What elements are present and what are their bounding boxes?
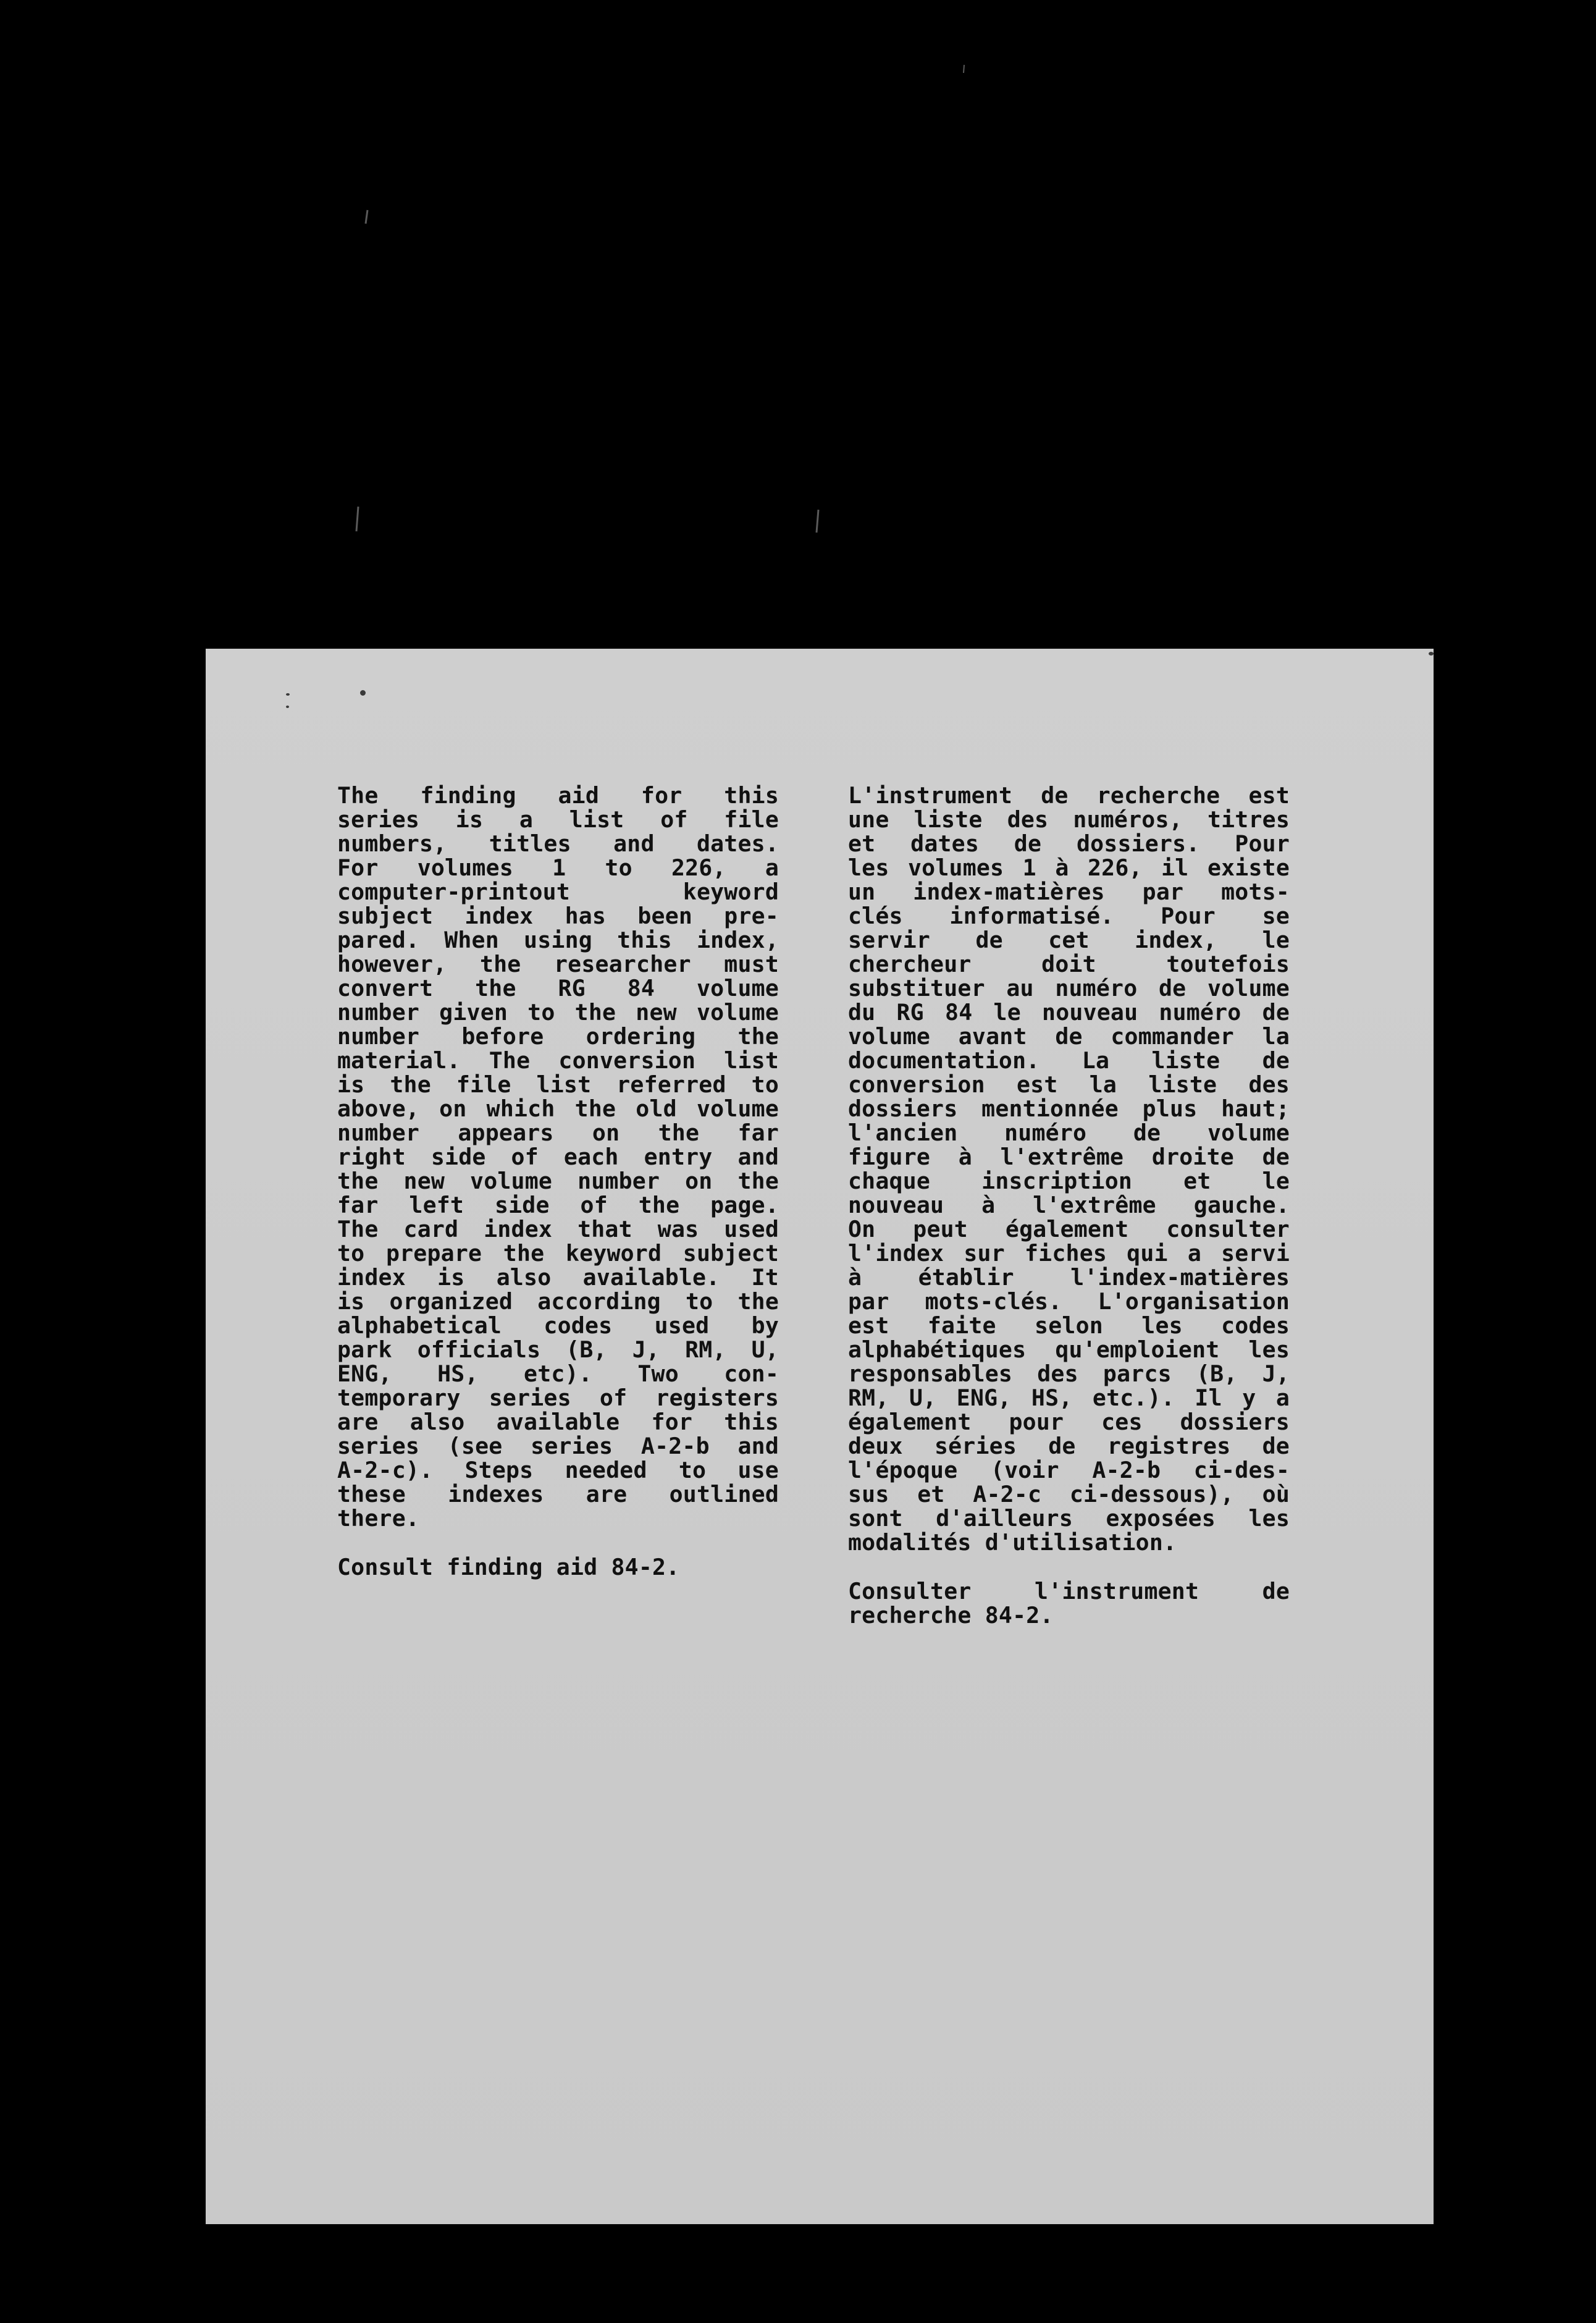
text-line: à établir l'index-matières bbox=[848, 1264, 1290, 1291]
text-line: également pour ces dossiers bbox=[848, 1409, 1290, 1435]
text-line: sont d'ailleurs exposées les bbox=[848, 1505, 1290, 1532]
french-paragraph bbox=[848, 783, 1290, 1554]
text-line: les volumes 1 à 226, il existe bbox=[848, 854, 1290, 881]
text-line: recherche 84-2. bbox=[848, 1602, 1054, 1629]
text-line: chaque inscription et le bbox=[848, 1168, 1290, 1194]
text-line: un index-matières par mots- bbox=[848, 879, 1290, 905]
text-line: servir de cet index, le bbox=[848, 927, 1290, 953]
text-line: are also available for this bbox=[337, 1409, 779, 1435]
paper-speck bbox=[286, 706, 289, 708]
text-line: sus et A-2-c ci-dessous), où bbox=[848, 1481, 1290, 1507]
text-line: A-2-c). Steps needed to use bbox=[337, 1457, 779, 1483]
text-line: une liste des numéros, titres bbox=[848, 806, 1290, 833]
text-line: et dates de dossiers. Pour bbox=[848, 830, 1290, 857]
text-line: is the file list referred to bbox=[337, 1071, 779, 1098]
text-line: series (see series A-2-b and bbox=[337, 1433, 779, 1459]
text-line: temporary series of registers bbox=[337, 1385, 779, 1411]
text-line: to prepare the keyword subject bbox=[337, 1240, 779, 1267]
text-line: computer-printout keyword bbox=[337, 879, 779, 905]
english-consult-note bbox=[337, 1555, 779, 1579]
text-line: documentation. La liste de bbox=[848, 1047, 1290, 1074]
text-line: ENG, HS, etc). Two con- bbox=[337, 1360, 779, 1387]
text-line: park officials (B, J, RM, U, bbox=[337, 1336, 779, 1363]
text-line: deux séries de registres de bbox=[848, 1433, 1290, 1459]
text-line: number before ordering the bbox=[337, 1023, 779, 1050]
text-line: On peut également consulter bbox=[848, 1216, 1290, 1242]
text-line: there. bbox=[337, 1505, 420, 1532]
paper-speck bbox=[360, 690, 366, 696]
text-line: l'ancien numéro de volume bbox=[848, 1119, 1290, 1146]
text-line: conversion est la liste des bbox=[848, 1071, 1290, 1098]
text-line: is organized according to the bbox=[337, 1288, 779, 1315]
text-line: the new volume number on the bbox=[337, 1168, 779, 1194]
text-line: substituer au numéro de volume bbox=[848, 975, 1290, 1001]
text-line: index is also available. It bbox=[337, 1264, 779, 1291]
text-line: par mots-clés. L'organisation bbox=[848, 1288, 1290, 1315]
text-line: number appears on the far bbox=[337, 1119, 779, 1146]
text-line: responsables des parcs (B, J, bbox=[848, 1360, 1290, 1387]
french-consult-note bbox=[848, 1579, 1290, 1627]
text-line: these indexes are outlined bbox=[337, 1481, 779, 1507]
text-line: alphabetical codes used by bbox=[337, 1312, 779, 1339]
text-line: est faite selon les codes bbox=[848, 1312, 1290, 1339]
text-line: series is a list of file bbox=[337, 806, 779, 833]
text-line: figure à l'extrême droite de bbox=[848, 1144, 1290, 1170]
text-line: clés informatisé. Pour se bbox=[848, 903, 1290, 929]
text-line: alphabétiques qu'emploient les bbox=[848, 1336, 1290, 1363]
text-line: For volumes 1 to 226, a bbox=[337, 854, 779, 881]
text-line: number given to the new volume bbox=[337, 999, 779, 1026]
text-line: modalités d'utilisation. bbox=[848, 1529, 1177, 1556]
text-line: L'instrument de recherche est bbox=[848, 782, 1290, 809]
text-line: numbers, titles and dates. bbox=[337, 830, 779, 857]
text-line: The card index that was used bbox=[337, 1216, 779, 1242]
text-line: right side of each entry and bbox=[337, 1144, 779, 1170]
text-line: Consulter l'instrument de bbox=[848, 1578, 1290, 1604]
text-line: l'index sur fiches qui a servi bbox=[848, 1240, 1290, 1267]
english-paragraph bbox=[337, 783, 779, 1530]
text-line: chercheur doit toutefois bbox=[848, 951, 1290, 977]
scan-artifacts bbox=[0, 0, 1596, 649]
scratch-mark bbox=[817, 510, 818, 533]
text-line: subject index has been pre- bbox=[337, 903, 779, 929]
text-line: above, on which the old volume bbox=[337, 1095, 779, 1122]
paper-speck bbox=[1429, 652, 1434, 656]
text-line: Consult finding aid 84-2. bbox=[337, 1554, 680, 1580]
text-line: volume avant de commander la bbox=[848, 1023, 1290, 1050]
text-line: material. The conversion list bbox=[337, 1047, 779, 1074]
text-line: however, the researcher must bbox=[337, 951, 779, 977]
text-line: far left side of the page. bbox=[337, 1192, 779, 1218]
text-line: l'époque (voir A-2-b ci-des- bbox=[848, 1457, 1290, 1483]
english-column bbox=[337, 783, 779, 1579]
french-column bbox=[848, 783, 1290, 1627]
text-line: convert the RG 84 volume bbox=[337, 975, 779, 1001]
text-line: RM, U, ENG, HS, etc.). Il y a bbox=[848, 1385, 1290, 1411]
text-line: dossiers mentionnée plus haut; bbox=[848, 1095, 1290, 1122]
text-line: The finding aid for this bbox=[337, 782, 779, 809]
scratch-mark bbox=[356, 507, 358, 531]
text-line: pared. When using this index, bbox=[337, 927, 779, 953]
text-line: du RG 84 le nouveau numéro de bbox=[848, 999, 1290, 1026]
document-page bbox=[206, 649, 1434, 2224]
scratch-mark bbox=[366, 210, 368, 224]
text-line: nouveau à l'extrême gauche. bbox=[848, 1192, 1290, 1218]
paper-speck bbox=[286, 693, 290, 696]
